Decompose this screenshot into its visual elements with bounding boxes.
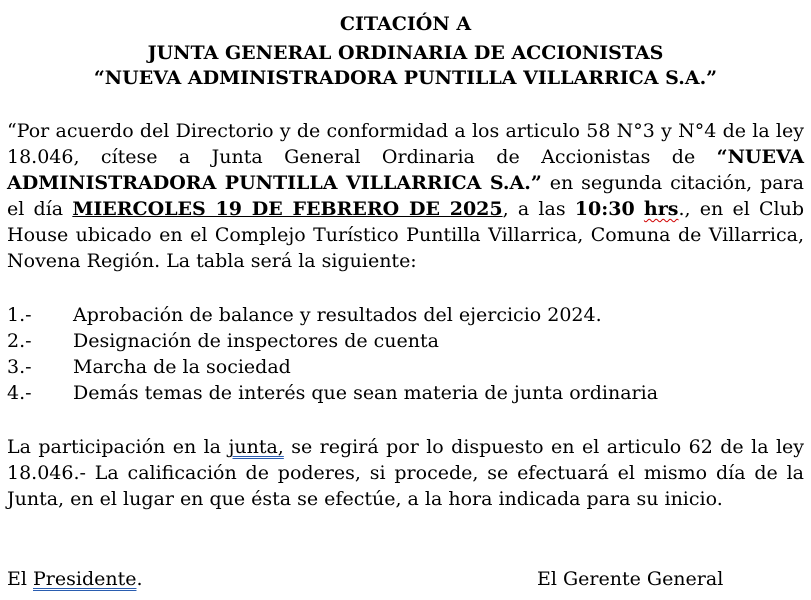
notice-title: CITACIÓN A [339,13,472,35]
general-manager-signature: El Gerente General [537,568,724,590]
agenda-item-number: 1.- [7,304,32,326]
president-role: Presidente [33,568,137,590]
junta-word: junta, [228,436,284,458]
convocation-text-end: la siguiente: [298,250,417,272]
agenda-item-text: Demás temas de interés que sean materia de junta ordinaria [73,382,659,404]
time-separator [635,198,644,220]
notice-subtitle: JUNTA GENERAL ORDINARIA DE ACCIONISTAS [147,42,664,64]
agenda-item [7,302,804,328]
agenda-item [7,354,804,380]
agenda-item [7,380,804,406]
president-signature [7,566,143,592]
meeting-time-unit: hrs [643,198,679,220]
convocation-paragraph [7,118,804,274]
agenda-item-number: 4.- [7,382,32,404]
president-suffix: . [136,568,143,590]
company-name-heading: “NUEVA ADMINISTRADORA PUNTILLA VILLARRICA S.A.” [93,67,718,89]
meeting-time: 10:30 [574,198,635,220]
participation-text-intro: La participación en la [7,436,229,458]
president-prefix: El [7,568,33,590]
company-name: “NUEVA ADMINISTRADORA PUNTILLA VILLARRICA S.A.” [7,146,804,194]
participation-text-end: indicada para su inicio. [498,488,723,510]
meeting-date: MIERCOLES 19 DE FEBRERO DE 2025 [72,198,503,220]
participation-text-body: se regirá por lo dispuesto en el articulo 62 de la ley 18.046.- La calificación de poderes, si procede, se efectuará el mismo día de la Junta, en el lugar en que ésta se efectúe, a la hora [7,436,805,510]
convocation-text-citation: en segunda citación, para el día [7,172,805,220]
agenda-item-text: Designación de inspectores de cuenta [73,330,439,352]
participation-paragraph [7,434,804,512]
convocation-text-location: ., en el Club House ubicado en el Complejo Turístico Puntilla Villarrica, Comuna de Villarrica, Novena Región. La tabla será [7,198,805,272]
agenda-item-text: Marcha de la sociedad [73,356,291,378]
agenda-item [7,328,804,354]
agenda-item-number: 2.- [7,330,32,352]
agenda-item-text: Aprobación de balance y resultados del ejercicio 2024. [73,304,602,326]
agenda-item-number: 3.- [7,356,32,378]
convocation-text-intro: “Por acuerdo del Directorio y de conformidad a los articulo 58 N°3 y N°4 de la ley 18.046, cítese a Junta General Ordinaria de Accionistas de [7,120,804,168]
agenda-list [7,302,804,406]
convocation-text-at: , a las [502,198,575,220]
